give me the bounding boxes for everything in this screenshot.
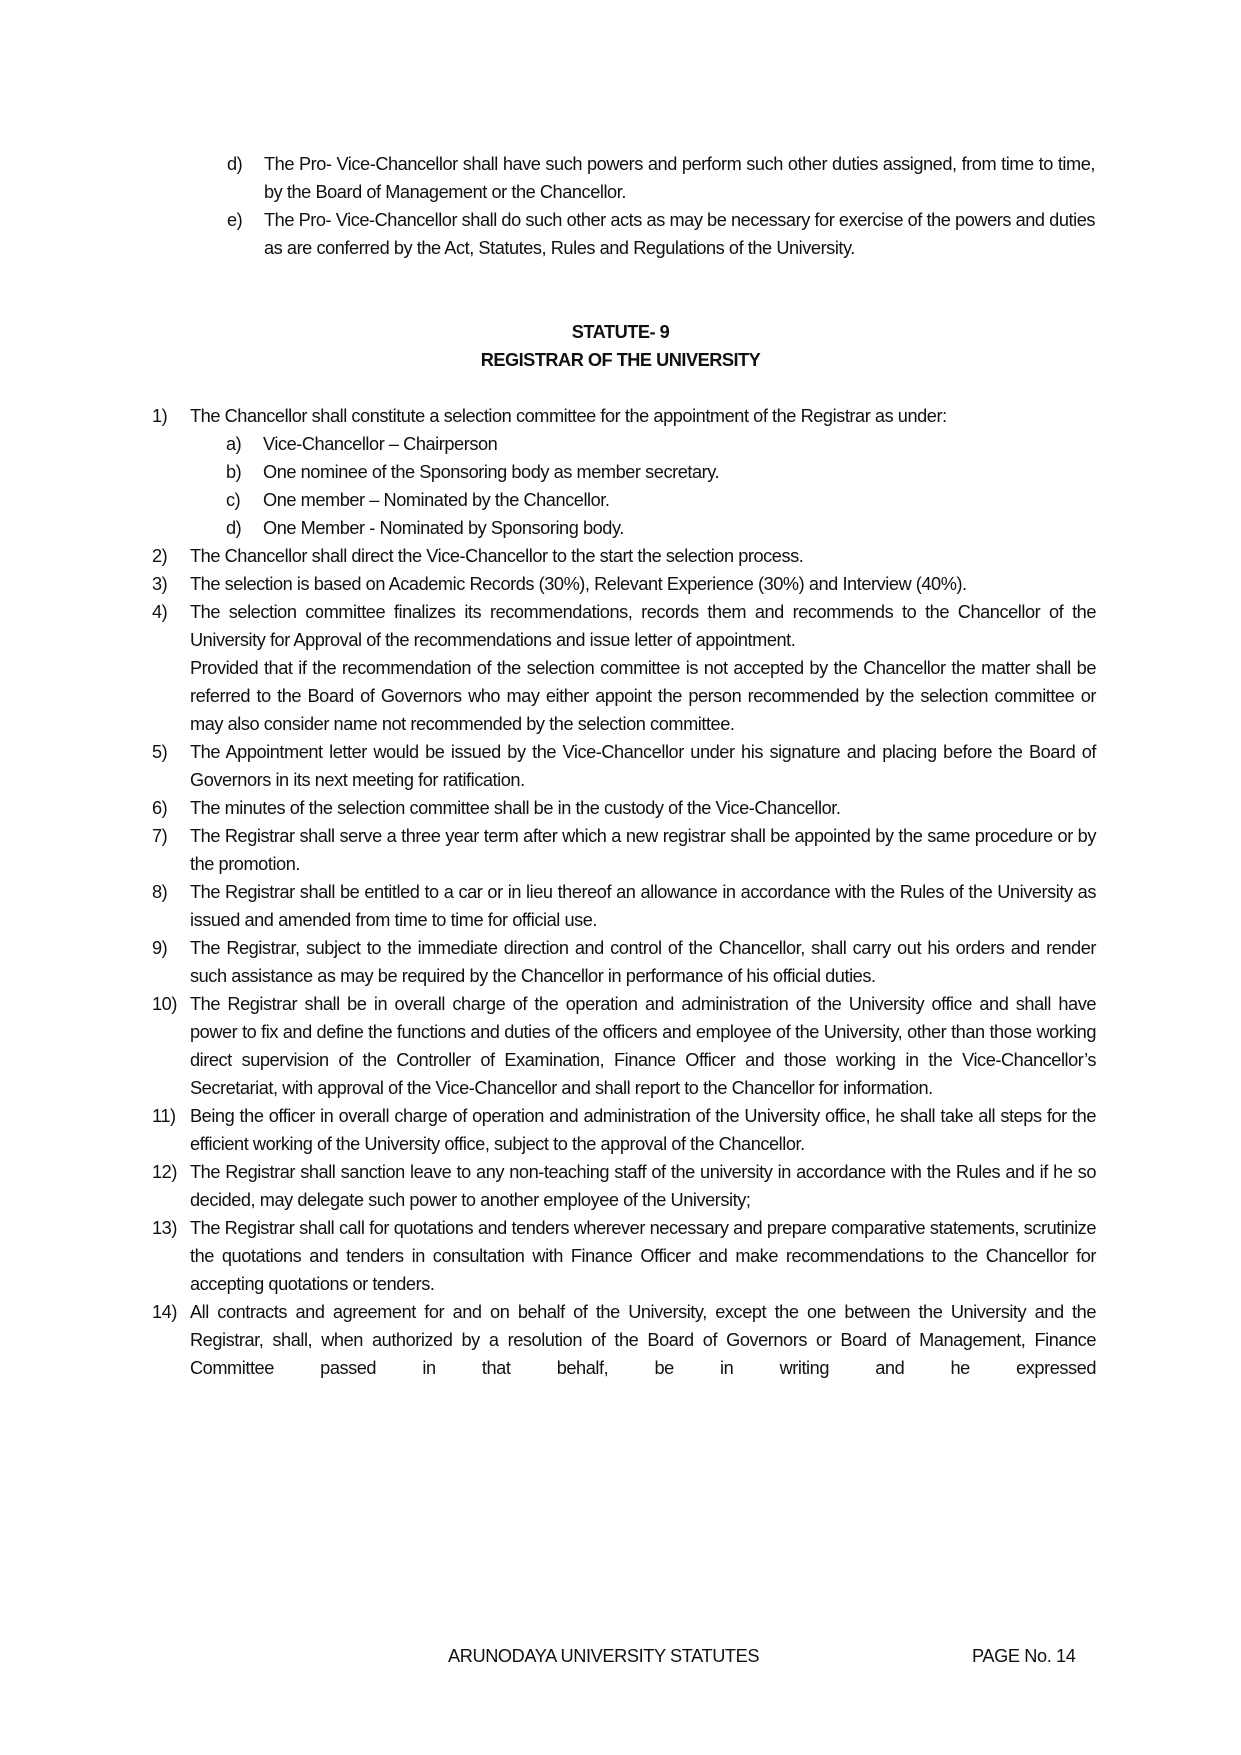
clause-13 (152, 1214, 1096, 1298)
item-text: The Pro- Vice-Chancellor shall do such other acts as may be necessary for exercise of the powers and duties as are conferred by the Act, Statutes, Rules and Regulations of the University. (264, 210, 1096, 258)
clause-8 (152, 878, 1096, 934)
statute-title: REGISTRAR OF THE UNIVERSITY (480, 350, 761, 370)
clause-4 (152, 598, 1096, 738)
sub-item-label: b) (226, 462, 242, 482)
clause-label: 7) (152, 826, 168, 846)
clause-2 (152, 542, 1096, 570)
clause-label: 4) (152, 602, 168, 622)
clause-label: 1) (152, 406, 168, 426)
sub-item-text: One member – Nominated by the Chancellor. (263, 490, 610, 510)
sub-item-label: c) (226, 490, 241, 510)
preceding-item-d (227, 150, 1095, 206)
clause-label: 5) (152, 742, 168, 762)
clause-text: The Registrar shall call for quotations and tenders wherever necessary and prepare comparative statements, scrutinize the quotations and tenders in consultation with Finance Officer and make recommendations to the Chancellor for accepting quotations or tenders. (190, 1218, 1096, 1294)
clause-14 (152, 1298, 1096, 1382)
clause-1 (152, 402, 1096, 542)
sub-item-text: One Member - Nominated by Sponsoring body. (263, 518, 624, 538)
clause-6 (152, 794, 1096, 822)
sub-item-text: One nominee of the Sponsoring body as member secretary. (263, 462, 720, 482)
clause-text: The Registrar, subject to the immediate direction and control of the Chancellor, shall carry out his orders and render such assistance as may be required by the Chancellor in performance of his official duties. (190, 938, 1096, 986)
clause-text: Being the officer in overall charge of operation and administration of the University office, he shall take all steps for the efficient working of the University office, subject to the approval of the Chancellor. (190, 1106, 1096, 1154)
item-label: e) (227, 210, 243, 230)
statute-number: STATUTE- 9 (571, 322, 670, 342)
clause-label: 8) (152, 882, 168, 902)
clause-list (152, 402, 1096, 1382)
sub-item-text: Vice-Chancellor – Chairperson (263, 434, 498, 454)
clause-text: The Chancellor shall direct the Vice-Chancellor to the start the selection process. (190, 546, 804, 566)
clause-text: The Registrar shall serve a three year term after which a new registrar shall be appointed by the same procedure or by the promotion. (190, 826, 1096, 874)
clause-label: 11) (152, 1106, 176, 1126)
clause-9 (152, 934, 1096, 990)
sub-item (226, 430, 1096, 458)
clause-text: The Chancellor shall constitute a selection committee for the appointment of the Registrar as under: (190, 406, 947, 426)
clause-label: 14) (152, 1302, 177, 1322)
clause-proviso: Provided that if the recommendation of the selection committee is not accepted by the Chancellor the matter shall be referred to the Board of Governors who may either appoint the person recommended by the selection committee or may also consider name not recommended by the selection committee. (190, 658, 1096, 734)
page-number: PAGE No. 14 (972, 1646, 1076, 1666)
preceding-item-e (227, 206, 1095, 262)
footer-title: ARUNODAYA UNIVERSITY STATUTES (448, 1646, 760, 1666)
clause-label: 10) (152, 994, 177, 1014)
clause-label: 6) (152, 798, 168, 818)
clause-7 (152, 822, 1096, 878)
clause-5 (152, 738, 1096, 794)
clause-text: All contracts and agreement for and on behalf of the University, except the one between the University and the Registrar, shall, when authorized by a resolution of the Board of Governors or Board of Management, Finance Committee passed in that behalf, be in writing and he expressed (190, 1302, 1096, 1378)
clause-text: The selection committee finalizes its recommendations, records them and recommends to the Chancellor of the University for Approval of the recommendations and issue letter of appointment. (190, 602, 1096, 650)
clause-10 (152, 990, 1096, 1102)
clause-text: The minutes of the selection committee shall be in the custody of the Vice-Chancellor. (190, 798, 841, 818)
item-text: The Pro- Vice-Chancellor shall have such powers and perform such other duties assigned, from time to time, by the Board of Management or the Chancellor. (264, 154, 1095, 202)
item-label: d) (227, 154, 243, 174)
clause-text: The Registrar shall be in overall charge of the operation and administration of the University office and shall have power to fix and define the functions and duties of the officers and employee of the University, other than those working direct supervision of the Controller of Examination, Finance Officer and those working in the Vice-Chancellor’s Secretariat, with approval of the Vice-Chancellor and shall report to the Chancellor for information. (190, 994, 1096, 1098)
clause-label: 9) (152, 938, 168, 958)
sub-item-label: d) (226, 518, 242, 538)
clause-label: 3) (152, 574, 168, 594)
clause-11 (152, 1102, 1096, 1158)
clause-3 (152, 570, 1096, 598)
clause-text: The Registrar shall be entitled to a car or in lieu thereof an allowance in accordance with the Rules of the University as issued and amended from time to time for official use. (190, 882, 1096, 930)
clause-label: 13) (152, 1218, 177, 1238)
sub-item-label: a) (226, 434, 242, 454)
clause-label: 2) (152, 546, 168, 566)
clause-12 (152, 1158, 1096, 1214)
clause-text: The Appointment letter would be issued by the Vice-Chancellor under his signature and placing before the Board of Governors in its next meeting for ratification. (190, 742, 1096, 790)
sub-item (226, 514, 1096, 542)
clause-label: 12) (152, 1162, 177, 1182)
sub-item (226, 458, 1096, 486)
sub-item (226, 486, 1096, 514)
clause-text: The Registrar shall sanction leave to any non-teaching staff of the university in accordance with the Rules and if he so decided, may delegate such power to another employee of the University; (190, 1162, 1096, 1210)
clause-text: The selection is based on Academic Records (30%), Relevant Experience (30%) and Interview (40%). (190, 574, 967, 594)
